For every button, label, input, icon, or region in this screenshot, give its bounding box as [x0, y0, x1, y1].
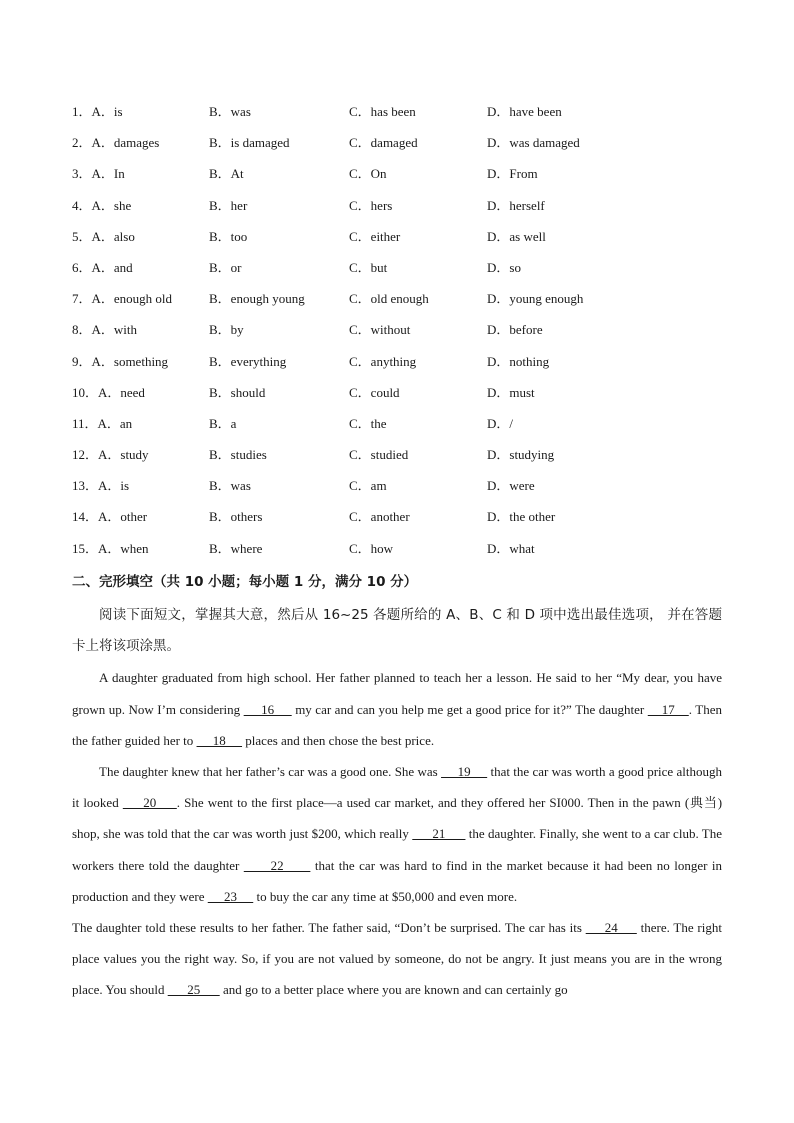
- text: . Then the father guided her to: [72, 701, 723, 748]
- option-d: D．studying: [487, 447, 555, 463]
- cloze-passage: [72, 600, 722, 1006]
- option-c: C．how: [349, 540, 394, 556]
- option-a: 4．A．she: [72, 197, 132, 213]
- option-a: 10．A．need: [72, 384, 145, 400]
- blank-19: 19: [441, 764, 488, 780]
- option-d: D．/: [487, 415, 514, 431]
- paragraph-1: [72, 662, 722, 756]
- option-c: C．but: [349, 259, 388, 275]
- option-row: [72, 506, 752, 537]
- option-b: B．was: [209, 104, 251, 119]
- option-d: D．as well: [487, 228, 546, 244]
- option-d: D．before: [487, 322, 543, 338]
- option-a: 13．A．is: [72, 478, 130, 494]
- option-a: 9．A．something: [72, 353, 169, 369]
- option-row: [72, 382, 752, 413]
- option-a: 3．A．In: [72, 166, 125, 182]
- option-row: [72, 538, 752, 569]
- option-b: B．everything: [209, 353, 287, 369]
- option-d: D．young enough: [487, 291, 584, 307]
- option-c: C．has been: [349, 104, 416, 119]
- text: that the car was worth a good price although it looked: [72, 764, 723, 811]
- option-a: 11．A．an: [72, 415, 133, 431]
- option-a: 15．A．when: [72, 540, 149, 556]
- option-b: B．enough young: [209, 291, 305, 307]
- option-b: B．her: [209, 197, 248, 213]
- text: the daughter. Finally, she went to a car club. The workers there told the daughter: [72, 826, 723, 873]
- text: that the car was hard to find in the market because it had been no longer in production and they were: [72, 857, 722, 904]
- option-b: B．studies: [209, 447, 267, 463]
- option-row: [72, 132, 752, 163]
- option-c: C．without: [349, 322, 411, 338]
- option-row: [72, 413, 752, 444]
- text: . She went to the first place—a used car market, and they offered her SI000. Then in the pawn (典当) shop, she was told that the car was worth just $200, which really: [72, 795, 723, 842]
- option-c: C．am: [349, 478, 387, 494]
- text: and go to a better place where you are known and can certainly go: [219, 982, 568, 998]
- option-d: D．From: [487, 166, 538, 182]
- blank-23: 23: [207, 888, 254, 904]
- option-b: B．too: [209, 228, 248, 244]
- blank-22: 22: [243, 857, 311, 873]
- option-c: C．damaged: [349, 135, 418, 151]
- text: A daughter graduated from high school. Her father planned to teach her a lesson. He said to her “My dear, you have grown up. Now I’m considering: [72, 670, 722, 717]
- text: there. The right place values you the right way. So, if you are not valued by someone, do not be angry. It just means you are in the wrong place. You should: [72, 920, 722, 998]
- option-a: 6．A．and: [72, 259, 133, 275]
- text: my car and can you help me get a good price for it?” The daughter: [291, 701, 648, 717]
- option-a: 8．A．with: [72, 322, 138, 338]
- option-d: D．so: [487, 259, 521, 275]
- option-d: D．was damaged: [487, 135, 580, 151]
- blank-21: 21: [412, 826, 466, 842]
- option-c: C．another: [349, 509, 410, 525]
- option-c: C．hers: [349, 197, 393, 213]
- option-b: B．by: [209, 322, 244, 338]
- option-b: B．At: [209, 166, 244, 182]
- text: to buy the car any time at $50,000 and even more.: [253, 888, 518, 904]
- option-d: D．what: [487, 540, 535, 556]
- blank-17: 17: [647, 701, 689, 717]
- option-d: D．have been: [487, 104, 562, 119]
- blank-25: 25: [167, 982, 220, 998]
- option-row: [72, 226, 752, 257]
- option-b: B．is damaged: [209, 135, 290, 151]
- option-c: C．the: [349, 415, 387, 431]
- option-d: D．nothing: [487, 353, 550, 369]
- option-d: D．herself: [487, 197, 545, 213]
- blank-16: 16: [243, 701, 292, 717]
- option-row: [72, 195, 752, 226]
- option-c: C．either: [349, 228, 401, 244]
- paragraph-2: [72, 756, 722, 912]
- option-row: [72, 444, 752, 475]
- paragraph-3: [72, 912, 722, 1006]
- option-a: 14．A．other: [72, 509, 148, 525]
- section-title: 二、完形填空（共 10 小题；每小题 1 分，满分 10 分）: [72, 574, 418, 590]
- option-b: B．a: [209, 415, 237, 431]
- option-d: D．must: [487, 384, 535, 400]
- options-list: [72, 101, 752, 569]
- option-row: [72, 475, 752, 506]
- option-row: [72, 288, 752, 319]
- text: places and then chose the best price.: [242, 732, 435, 748]
- blank-20: 20: [122, 795, 177, 811]
- option-d: D．were: [487, 478, 535, 494]
- option-c: C．could: [349, 384, 400, 400]
- blank-18: 18: [196, 732, 243, 748]
- option-b: B．or: [209, 259, 242, 275]
- option-b: B．should: [209, 384, 266, 400]
- option-b: B．was: [209, 478, 251, 494]
- option-c: C．anything: [349, 353, 417, 369]
- option-row: [72, 351, 752, 382]
- option-c: C．On: [349, 166, 387, 182]
- option-a: 1．A．is: [72, 104, 123, 119]
- option-b: B．where: [209, 540, 263, 556]
- text: The daughter told these results to her father. The father said, “Don’t be surprised. The car has its: [72, 920, 586, 936]
- option-c: C．old enough: [349, 291, 429, 307]
- text: The daughter knew that her father’s car was a good one. She was: [99, 764, 442, 780]
- option-row: [72, 163, 752, 194]
- option-b: B．others: [209, 509, 263, 525]
- blank-24: 24: [585, 920, 637, 936]
- instruction: 阅读下面短文，掌握其大意，然后从 16~25 各题所给的 A、B、C 和 D 项中选出最佳选项， 并在答题卡上将该项涂黑。: [72, 607, 722, 655]
- option-a: 12．A．study: [72, 447, 149, 463]
- option-a: 5．A．also: [72, 228, 135, 244]
- option-a: 2．A．damages: [72, 135, 160, 151]
- option-row: [72, 257, 752, 288]
- option-row: [72, 101, 752, 132]
- option-row: [72, 319, 752, 350]
- option-d: D．the other: [487, 509, 556, 525]
- option-c: C．studied: [349, 447, 409, 463]
- option-a: 7．A．enough old: [72, 291, 173, 307]
